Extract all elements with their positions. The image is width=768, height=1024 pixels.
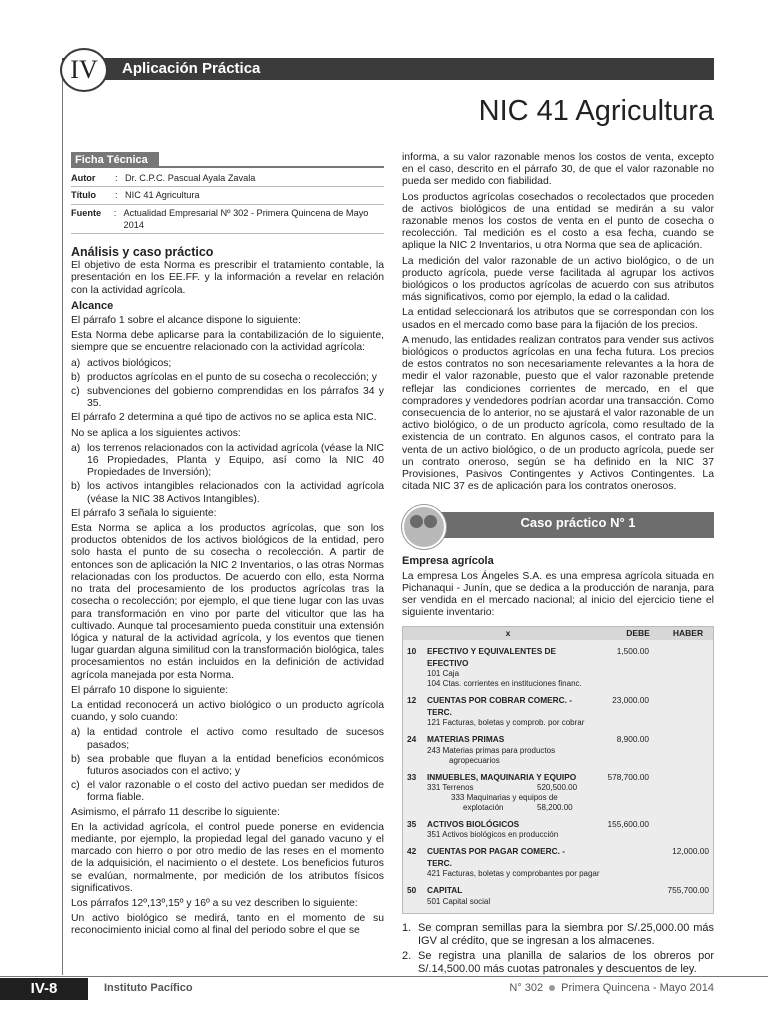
heading-alcance: Alcance [71,299,114,312]
account-debe: 1,500.00 [616,645,649,656]
account-row [403,766,713,813]
paragraph: El párrafo 1 sobre el alcance dispone lo siguiente: [71,315,301,327]
header-x: x [505,627,511,638]
paragraph: Esta Norma debe aplicarse para la contabilización de lo siguiente, siempre que se encuentre relacionado con la actividad agrícola: [71,330,384,354]
ficha-heading: Ficha Técnica [71,152,159,168]
account-debe: 578,700.00 [607,771,649,782]
header-debe: DEBE [626,627,650,638]
inventory-table [402,626,714,914]
ficha-value: NIC 41 Agricultura [125,190,200,201]
page-number: IV-8 [0,978,88,1000]
list-item: 2. Se registra una planilla de salarios de los obreros por S/.14,500.00 más cuotas patronales y descuentos de ley. [402,949,714,975]
issue-number: N° 302 [509,982,544,994]
heading-analisis: Análisis y caso práctico [71,245,214,260]
account-name: CUENTAS POR COBRAR COMERC. - TERC. [427,694,573,718]
subaccount [407,783,709,793]
section-title: Aplicación Práctica [122,60,261,77]
account-name: INMUEBLES, MAQUINARIA Y EQUIPO [427,771,577,782]
subaccount: 243 Materias primas para productos [427,745,556,755]
paragraph: Los productos agrícolas cosechados o recolectados que proceden de activos biológicos de una entidad se medirán a su valor razonable menos los costos de venta en el punto de cosecha o recolección. Tal medición es el costo a esa fecha, cuando se aplique la NIC 2 Inventarios, u otra Norma que sea de aplicación. [402,191,714,252]
paragraph: La entidad seleccionará los atributos que se correspondan con los usados en el mercado como base para la fijación de los precios. [402,307,714,331]
account-haber [649,733,709,745]
list-item: b) los activos intangibles relacionados con la actividad agrícola (véase la NIC 38 Activos Intangibles). [71,481,384,505]
account-debe [589,845,649,869]
subaccount: 104 Ctas. corrientes en instituciones financ. [427,678,582,688]
paragraph: La medición del valor razonable de un activo biológico, o de un producto agrícola, puede verse facilitada al agrupar los activos biológicos o los productos agrícolas de acuerdo con sus atributos más significativos, como por ejemplo, la edad o la calidad. [402,255,714,304]
subaccount: 101 Caja [427,668,460,678]
account-haber [649,818,709,830]
ficha-row: Autor : Dr. C.P.C. Pascual Ayala Zavala [71,170,384,187]
subaccount-value: 520,500.00 [537,782,578,792]
paragraph: El párrafo 2 determina a qué tipo de activos no se aplica esta NIC. [71,412,377,424]
caso-title: Caso práctico N° 1 [520,515,636,531]
paragraph: Un activo biológico se medirá, tanto en el momento de su reconocimiento inicial como al final del periodo sobre el que se [71,913,384,937]
account-code: 10 [407,645,417,656]
table-header [403,627,713,640]
account-row [403,813,713,840]
account-haber [649,694,709,718]
account-debe: 155,600.00 [607,818,649,829]
account-row [403,689,713,728]
list-item: a) activos biológicos; [71,357,172,369]
account-haber [649,771,709,783]
paragraph: El párrafo 10 dispone lo siguiente: [71,684,229,696]
list-item: a) la entidad controle el activo como resultado de sucesos pasados; [71,727,384,751]
account-code: 50 [407,885,417,896]
issue-info [509,982,714,994]
paragraph: La entidad reconocerá un activo biológico o un producto agrícola cuando, y solo cuando: [71,699,384,724]
subaccount: 501 Capital social [427,896,491,906]
paragraph: No se aplica a los siguientes activos: [71,427,241,439]
right-column [402,152,714,978]
paragraph: Esta Norma se aplica a los productos agrícolas, que son los productos obtenidos de los activos biológicos de la entidad, pero solo hasta el punto de su cosecha o recolección. A partir de entonces son de aplicación la NIC 2 Inventarios, o las otras Normas relacionadas con los productos. De acuerdo con ello, esta Norma no trata del procesamiento de los productos agrícolas tras la cosecha o recolección; por ejemplo, el que tiene lugar con las uvas para transformación en vino por parte del viticultor que las ha cultivado. Aunque tal procesamiento pueda constituir una extensión lógica y natural de la actividad agrícola, y los eventos que tienen lugar guardan alguna similitud con la transformación biológica, tales procesamientos no están incluidos en la definición de actividad agrícola manejada por esta Norma. [71,523,384,681]
subaccount: 121 Facturas, boletas y comprob. por cobrar [427,718,585,728]
ficha-key: Título [71,190,97,201]
caso-banner [402,505,714,545]
header-haber: HABER [672,627,704,638]
account-row [403,728,713,765]
account-code: 12 [407,694,417,705]
paragraph: informa, a su valor razonable menos los costos de venta, excepto en el caso, descrito en el párrafo 30, de que el valor razonable no pueda ser medido con fiabilidad. [402,152,714,188]
paragraph: El objetivo de esta Norma es prescribir el tratamiento contable, la presentación en los EE.FF. y la información a revelar en relación con la actividad agrícola. [71,260,384,296]
account-row [403,640,713,689]
paragraph: Asimismo, el párrafo 11 describe lo siguiente: [71,806,280,818]
list-item: c) el valor razonable o el costo del activo puedan ser medidos de forma fiable. [71,780,384,804]
paragraph: Los párrafos 12º,13º,15º y 16º a su vez describen lo siguiente: [71,897,358,909]
ficha-row: Título : NIC 41 Agricultura [71,187,384,204]
subaccount [407,803,709,813]
ficha-row: Fuente : Actualidad Empresarial Nº 302 - Primera Quincena de Mayo 2014 [71,205,384,234]
subaccount-value: 58,200.00 [537,802,573,812]
subaccount-name: explotación [463,802,504,812]
paragraph: A menudo, las entidades realizan contratos para vender sus activos biológicos o productos agrícolas en una fecha futura. Los precios de estos contratos no son necesariamente relevantes a la hora de medir el valor razonable, puesto que el valor razonable pretende reflejar las condiciones corrientes de mercado, en el que compradores y vendedores podrían acordar una transacción. Como consecuencia de lo anterior, no se ajustará el valor razonable de un activo biológico, o de un producto agrícola, como resultado de la existencia de un contrato. En algunos casos, el contrato para la venta de un activo biológico, o de un producto agrícola, puede ser un contrato oneroso, según se ha definido en la NIC 37 Provisiones, Pasivos Contingentes y Activos Contingentes. La citada NIC 37 es de aplicación para los contratos onerosos. [402,334,714,493]
account-row [403,879,713,906]
subaccount: 421 Facturas, boletas y comprobantes por pagar [427,869,600,879]
heading-empresa: Empresa agrícola [402,555,494,568]
subaccount-name: 331 Terrenos [427,782,474,792]
section-numeral: IV [60,48,108,92]
account-row [403,840,713,879]
ficha-divider [151,166,384,168]
left-column [71,152,384,941]
account-code: 24 [407,734,417,745]
paragraph: En la actividad agrícola, el control puede ponerse en evidencia mediante, por ejemplo, la propiedad legal del ganado vacuno y el marcado con hierro o por otro medio de las reses en el momento de la adquisición, el nacimiento o el destete. Los beneficios futuros se evalúan, normalmente, por medición de los atributos físicos significativos. [71,821,384,894]
ficha-value: Actualidad Empresarial Nº 302 - Primera Quincena de Mayo 2014 [123,207,369,230]
account-haber [649,645,709,669]
account-name: MATERIAS PRIMAS [427,734,505,745]
account-code: 33 [407,771,417,782]
account-code: 35 [407,818,417,829]
account-haber: 12,000.00 [672,845,709,856]
account-name: CUENTAS POR PAGAR COMERC. - TERC. [427,845,565,869]
subaccount: agropecuarios [449,755,500,765]
account-name: ACTIVOS BIOLÓGICOS [427,818,520,829]
issue-date: Primera Quincena - Mayo 2014 [561,982,714,994]
ficha-key: Autor [71,173,96,184]
institute-name: Instituto Pacífico [104,982,193,994]
account-name: EFECTIVO Y EQUIVALENTES DE EFECTIVO [427,645,557,668]
list-item: b) sea probable que fluyan a la entidad beneficios económicos futuros asociados con el activo; y [71,753,384,777]
page-title: NIC 41 Agricultura [478,95,714,127]
account-name: CAPITAL [427,885,463,896]
subaccount: 333 Maquinarias y equipos de [451,792,558,802]
list-item: b) productos agrícolas en el punto de su cosecha o recolección; y [71,371,377,383]
account-debe [589,884,649,896]
account-haber: 755,700.00 [667,885,709,896]
paragraph: El párrafo 3 señala lo siguiente: [71,507,217,519]
ficha-key: Fuente [71,207,102,218]
footer-rule [0,976,768,977]
paragraph: La empresa Los Ángeles S.A. es una empresa agrícola situada en Pichanaqui - Junín, que se dedica a la producción de naranja, para ser vendida en el mercado nacional; al inicio del ejercicio tiene el siguiente inventario: [402,570,714,619]
account-debe: 23,000.00 [612,694,649,705]
subaccount: 351 Activos biológicos en producción [427,829,559,839]
account-code: 42 [407,845,417,856]
margin-rule [62,80,63,975]
ficha-value: Dr. C.P.C. Pascual Ayala Zavala [125,173,256,184]
bullet-icon [549,985,555,991]
list-item: c) subvenciones del gobierno comprendidas en los párrafos 34 y 35. [71,386,384,410]
list-item: 1. Se compran semillas para la siembra por S/.25,000.00 más IGV al crédito, que se ingresan a los almacenes. [402,921,714,947]
list-item: a) los terrenos relacionados con la actividad agrícola (véase la NIC 16 Propiedades, Planta y Equipo, así como la NIC 40 Propiedades de Inversión); [71,442,384,479]
account-debe: 8,900.00 [616,734,649,745]
